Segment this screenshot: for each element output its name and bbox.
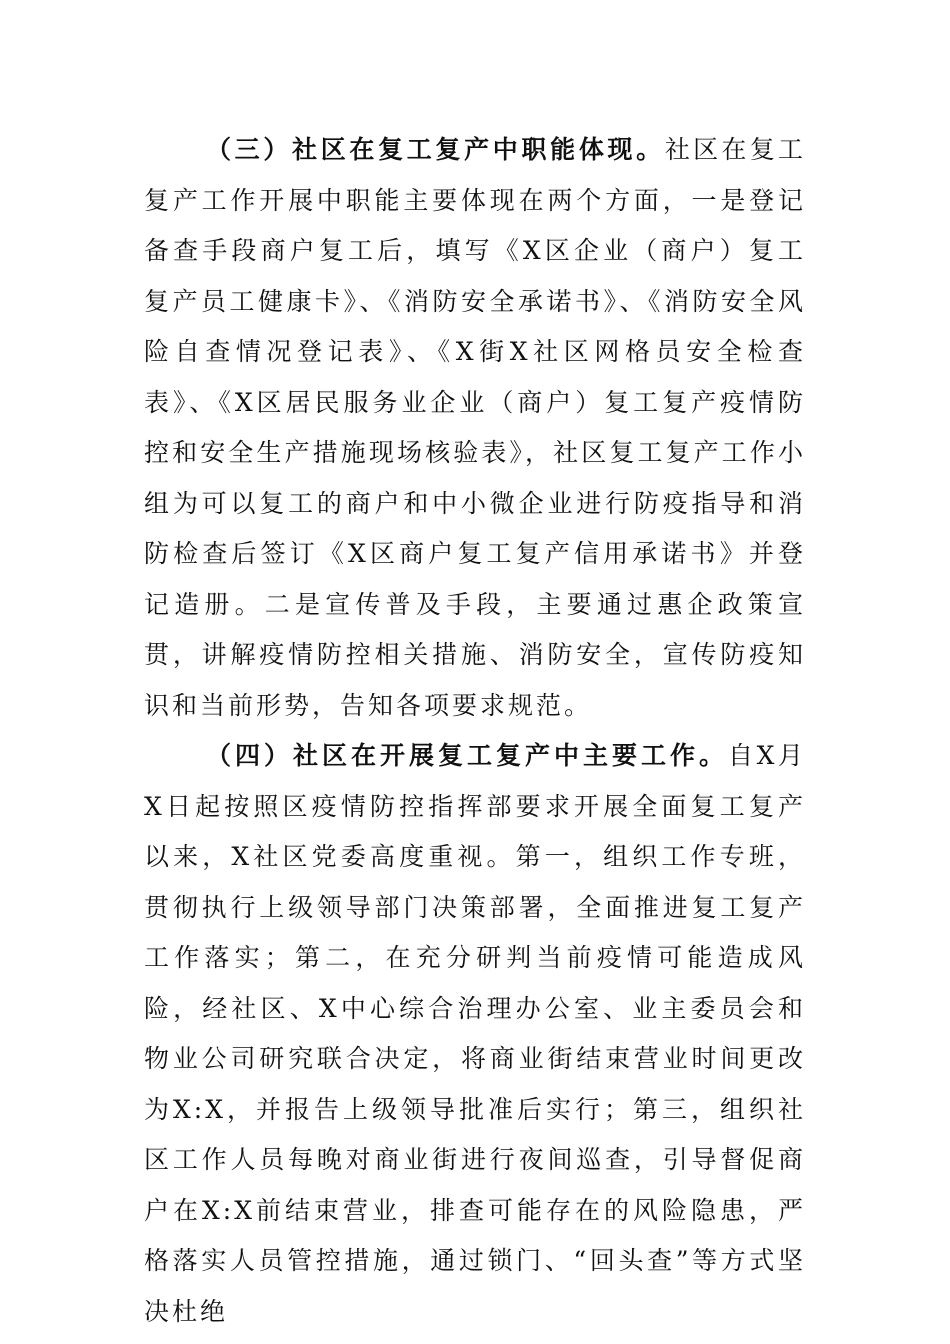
- section-4-heading: （四）社区在开展复工复产中主要工作。: [206, 741, 728, 770]
- document-body: [144, 125, 806, 1337]
- section-3-body: 社区在复工复产工作开展中职能主要体现在两个方面，一是登记备查手段商户复工后，填写《X区企业（商户）复工复产员工健康卡》、《消防安全承诺书》、《消防安全风险自查情况登记表》、《X街X社区网格员安全检查表》、《X区居民服务业企业（商户）复工复产疫情防控和安全生产措施现场核验表》，社区复工复产工作小组为可以复工的商户和中小微企业进行防疫指导和消防检查后签订《X区商户复工复产信用承诺书》并登记造册。二是宣传普及手段，主要通过惠企政策宣贯，讲解疫情防控相关措施、消防安全，宣传防疫知识和当前形势，告知各项要求规范。: [144, 135, 806, 720]
- paragraph-section-3: [144, 125, 806, 731]
- section-3-heading: （三）社区在复工复产中职能体现。: [206, 135, 665, 164]
- paragraph-section-4: [144, 731, 806, 1337]
- section-4-body: 自X月X日起按照区疫情防控指挥部要求开展全面复工复产以来，X社区党委高度重视。第一，组织工作专班，贯彻执行上级领导部门决策部署，全面推进复工复产工作落实；第二，在充分研判当前疫情可能造成风险，经社区、X中心综合治理办公室、业主委员会和物业公司研究联合决定，将商业街结束营业时间更改为X:X，并报告上级领导批准后实行；第三，组织社区工作人员每晚对商业街进行夜间巡查，引导督促商户在X:X前结束营业，排查可能存在的风险隐患，严格落实人员管控措施，通过锁门、“回头查”等方式坚决杜绝: [144, 741, 806, 1326]
